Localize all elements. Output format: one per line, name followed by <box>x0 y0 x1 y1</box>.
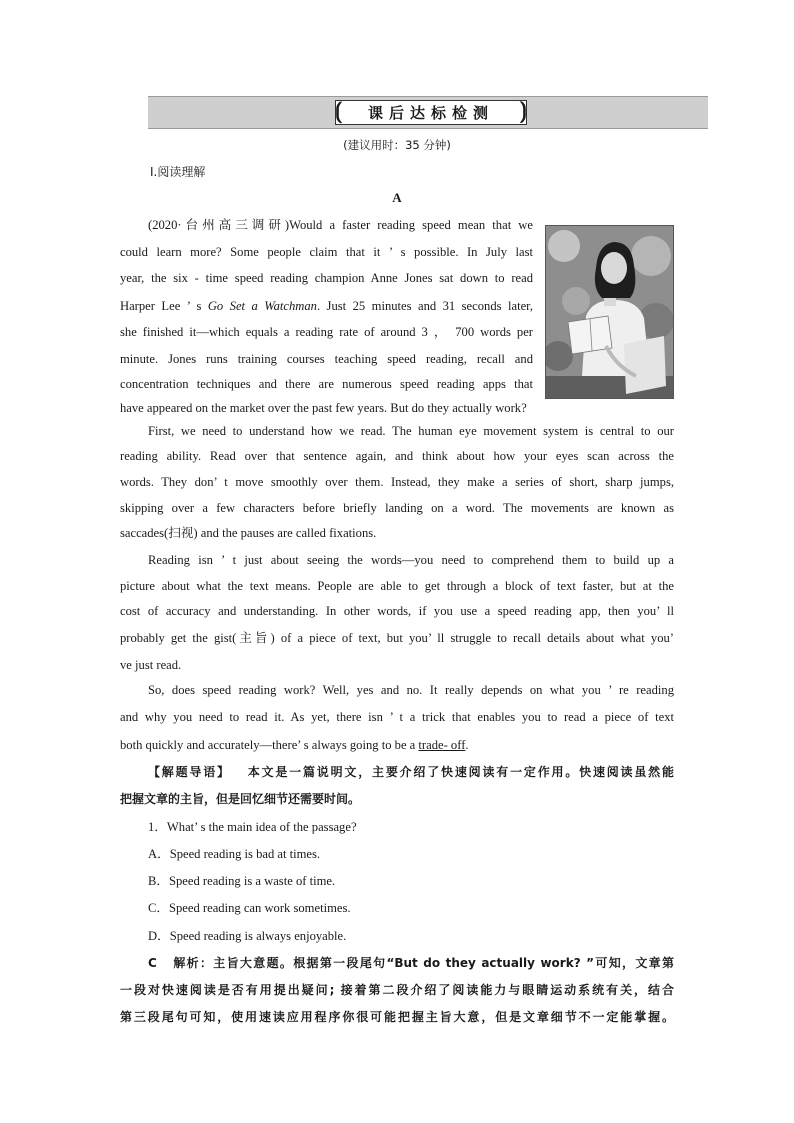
guide-line: 【解题导语】 本文是一篇说明文，主要介绍了快速阅读有一定作用。快速阅读虽然能 <box>148 765 674 779</box>
passage-line: could learn more? Some people claim that it ’ s possible. In July last <box>120 245 533 259</box>
left-bracket-icon: ⟮ <box>335 99 343 124</box>
passage-line: concentration techniques and there are numerous speed reading apps that <box>120 377 533 391</box>
right-bracket-icon: ⟯ <box>519 99 527 124</box>
passage-line: probably get the gist(主旨) of a piece of text, but you’ ll struggle to recall details about what you’ <box>120 631 674 645</box>
guide-line: 把握文章的主旨，但是回忆细节还需要时间。 <box>120 792 361 806</box>
header-bar <box>148 96 708 129</box>
passage-line: skipping over a few characters before briefly landing on a word. The movements are known as <box>120 501 674 515</box>
passage-line: words. They don’ t move smoothly over them. Instead, they make a series of short, sharp jumps, <box>120 475 674 489</box>
underlined-term: trade- off <box>418 738 466 752</box>
header-title-box <box>335 100 527 125</box>
passage-line: First, we need to understand how we read. The human eye movement system is central to our <box>148 424 674 438</box>
option-b: B．Speed reading is a waste of time. <box>148 874 336 888</box>
book-title: Go Set a Watchman <box>207 299 317 313</box>
passage-line: year, the six - time speed reading champion Anne Jones sat down to read <box>120 271 533 285</box>
page-title: 课后达标检测 <box>367 104 494 122</box>
passage-line: (2020·台州高三调研)Would a faster reading speed mean that we <box>148 218 533 232</box>
passage-line: cost of accuracy and understanding. In other words, if you use a speed reading app, then you’ ll <box>120 604 674 618</box>
passage-line: So, does speed reading work? Well, yes and no. It really depends on what you ’ re reading <box>148 683 674 697</box>
analysis-line: 第三段尾句可知，使用速读应用程序你很可能把握主旨大意，但是文章细节不一定能掌握。 <box>120 1010 674 1024</box>
passage-line: have appeared on the market over the past few years. But do they actually work? <box>120 401 527 415</box>
option-a: A．Speed reading is bad at times. <box>148 847 321 861</box>
passage-line: saccades(扫视) and the pauses are called fixations. <box>120 526 377 540</box>
passage-line: both quickly and accurately—there’ s always going to be a trade- off. <box>120 738 469 752</box>
guide-label: 【解题导语】 <box>148 765 231 779</box>
option-c: C．Speed reading can work sometimes. <box>148 901 351 915</box>
passage-line: ve just read. <box>120 658 182 672</box>
analysis-line: C 解析：主旨大意题。根据第一段尾句“But do they actually work? ”可知，文章第 <box>148 956 674 970</box>
passage-line: minute. Jones runs training courses teaching speed reading, recall and <box>120 352 533 366</box>
section-title: Ⅰ.阅读理解 <box>150 165 206 179</box>
passage-line: reading ability. Read over that sentence again, and think about how your eyes scan across the <box>120 449 674 463</box>
analysis-line: 一段对快速阅读是否有用提出疑问; 接着第二段介绍了阅读能力与眼睛运动系统有关，结合 <box>120 983 674 997</box>
passage-line: she finished it—which equals a reading rate of around 3 ， 700 words per <box>120 325 533 339</box>
answer-letter: C <box>148 956 157 970</box>
question-stem: 1．What’ s the main idea of the passage? <box>148 820 357 834</box>
reading-woman-photo <box>545 225 674 399</box>
suggested-time: (建议用时：35 分钟) <box>343 138 451 152</box>
option-d: D．Speed reading is always enjoyable. <box>148 929 347 943</box>
part-letter: A <box>392 190 402 205</box>
passage-line: picture about what the text means. People are able to get through a block of text faster, but at the <box>120 579 674 593</box>
passage-line: and why you need to read it. As yet, there isn ’ t a trick that enables you to read a piece of text <box>120 710 674 724</box>
passage-line: Harper Lee ’ s Go Set a Watchman. Just 25 minutes and 31 seconds later, <box>120 299 533 313</box>
passage-line: Reading isn ’ t just about seeing the words—you need to comprehend them to build up a <box>148 553 674 567</box>
